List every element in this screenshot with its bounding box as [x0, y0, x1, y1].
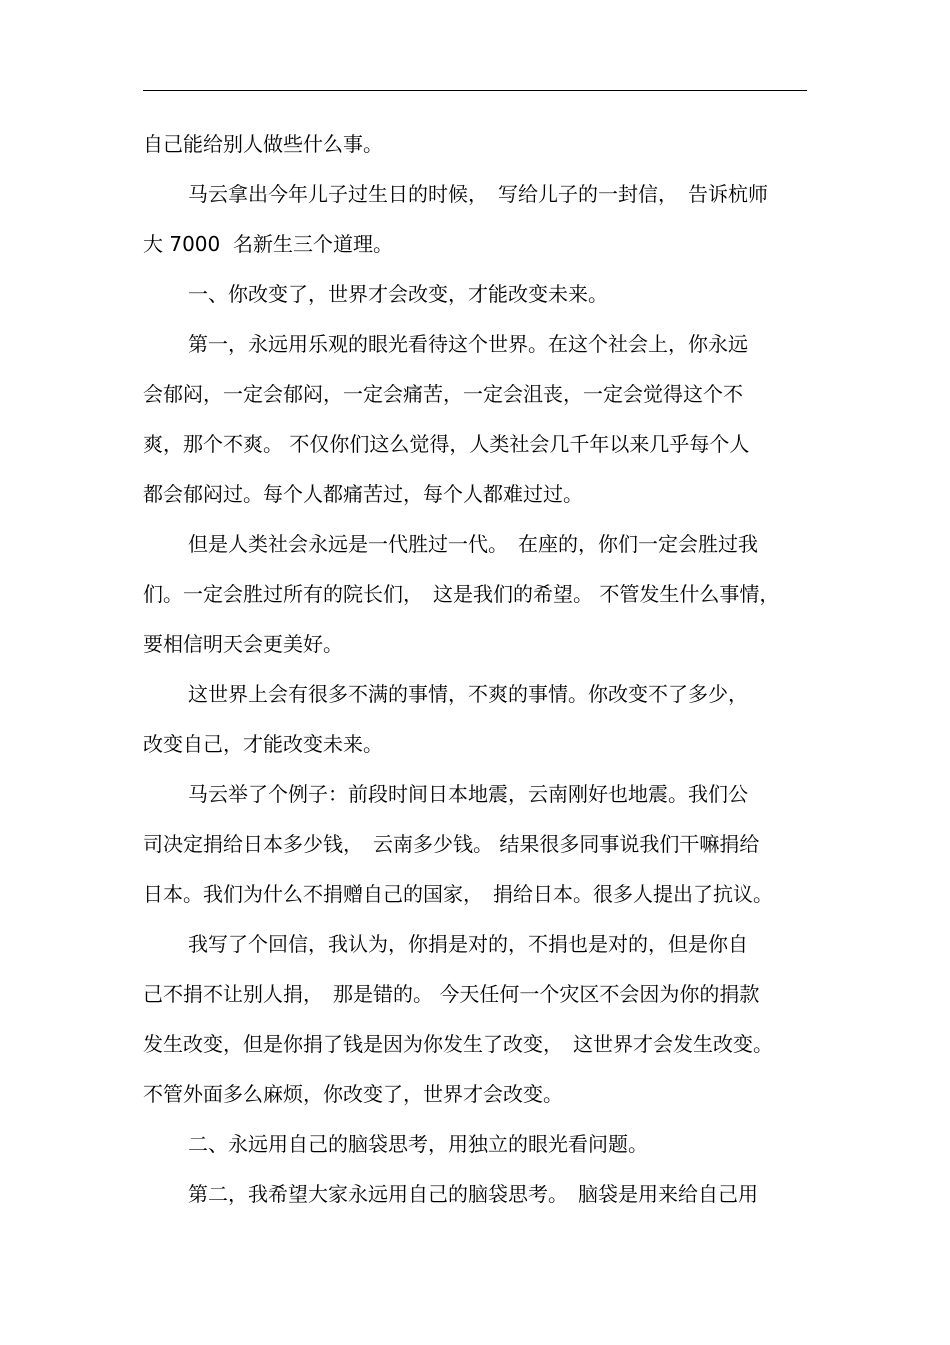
text-line: 爽，那个不爽。 不仅你们这么觉得，人类社会几千年以来几乎每个人 [143, 432, 750, 456]
text-line: 都会郁闷过。每个人都痛苦过，每个人都难过过。 [143, 482, 583, 506]
text-line: 会郁闷，一定会郁闷，一定会痛苦，一定会沮丧，一定会觉得这个不 [143, 382, 743, 406]
text-line: 第二，我希望大家永远用自己的脑袋思考。 脑袋是用来给自己用 [188, 1182, 758, 1206]
text-line: 改变自己，才能改变未来。 [143, 732, 383, 756]
text-line: 我写了个回信，我认为，你捐是对的，不捐也是对的，但是你自 [188, 932, 748, 956]
text-line: 发生改变，但是你捐了钱是因为你发生了改变， 这世界才会发生改变。 [143, 1032, 773, 1056]
text-line: 不管外面多么麻烦，你改变了，世界才会改变。 [143, 1082, 563, 1106]
text-line: 们。一定会胜过所有的院长们， 这是我们的希望。 不管发生什么事情， [143, 582, 780, 606]
text-line: 大 7000 名新生三个道理。 [143, 232, 393, 256]
text-line: 马云拿出今年儿子过生日的时候， 写给儿子的一封信， 告诉杭师 [188, 182, 768, 206]
text-line: 自己能给别人做些什么事。 [143, 132, 383, 156]
header-rule [143, 90, 807, 91]
text-line: 司决定捐给日本多少钱， 云南多少钱。 结果很多同事说我们干嘛捐给 [143, 832, 760, 856]
text-line: 但是人类社会永远是一代胜过一代。 在座的，你们一定会胜过我 [188, 532, 758, 556]
text-line: 日本。我们为什么不捐赠自己的国家， 捐给日本。很多人提出了抗议。 [143, 882, 773, 906]
text-line: 要相信明天会更美好。 [143, 632, 343, 656]
text-line: 第一，永远用乐观的眼光看待这个世界。在这个社会上，你永远 [188, 332, 748, 356]
text-line: 己不捐不让别人捐， 那是错的。 今天任何一个灾区不会因为你的捐款 [143, 982, 760, 1006]
text-line: 马云举了个例子：前段时间日本地震，云南刚好也地震。我们公 [188, 782, 748, 806]
text-line: 二、永远用自己的脑袋思考，用独立的眼光看问题。 [188, 1132, 648, 1156]
text-line: 一、你改变了，世界才会改变，才能改变未来。 [188, 282, 608, 306]
text-line: 这世界上会有很多不满的事情，不爽的事情。你改变不了多少， [188, 682, 748, 706]
